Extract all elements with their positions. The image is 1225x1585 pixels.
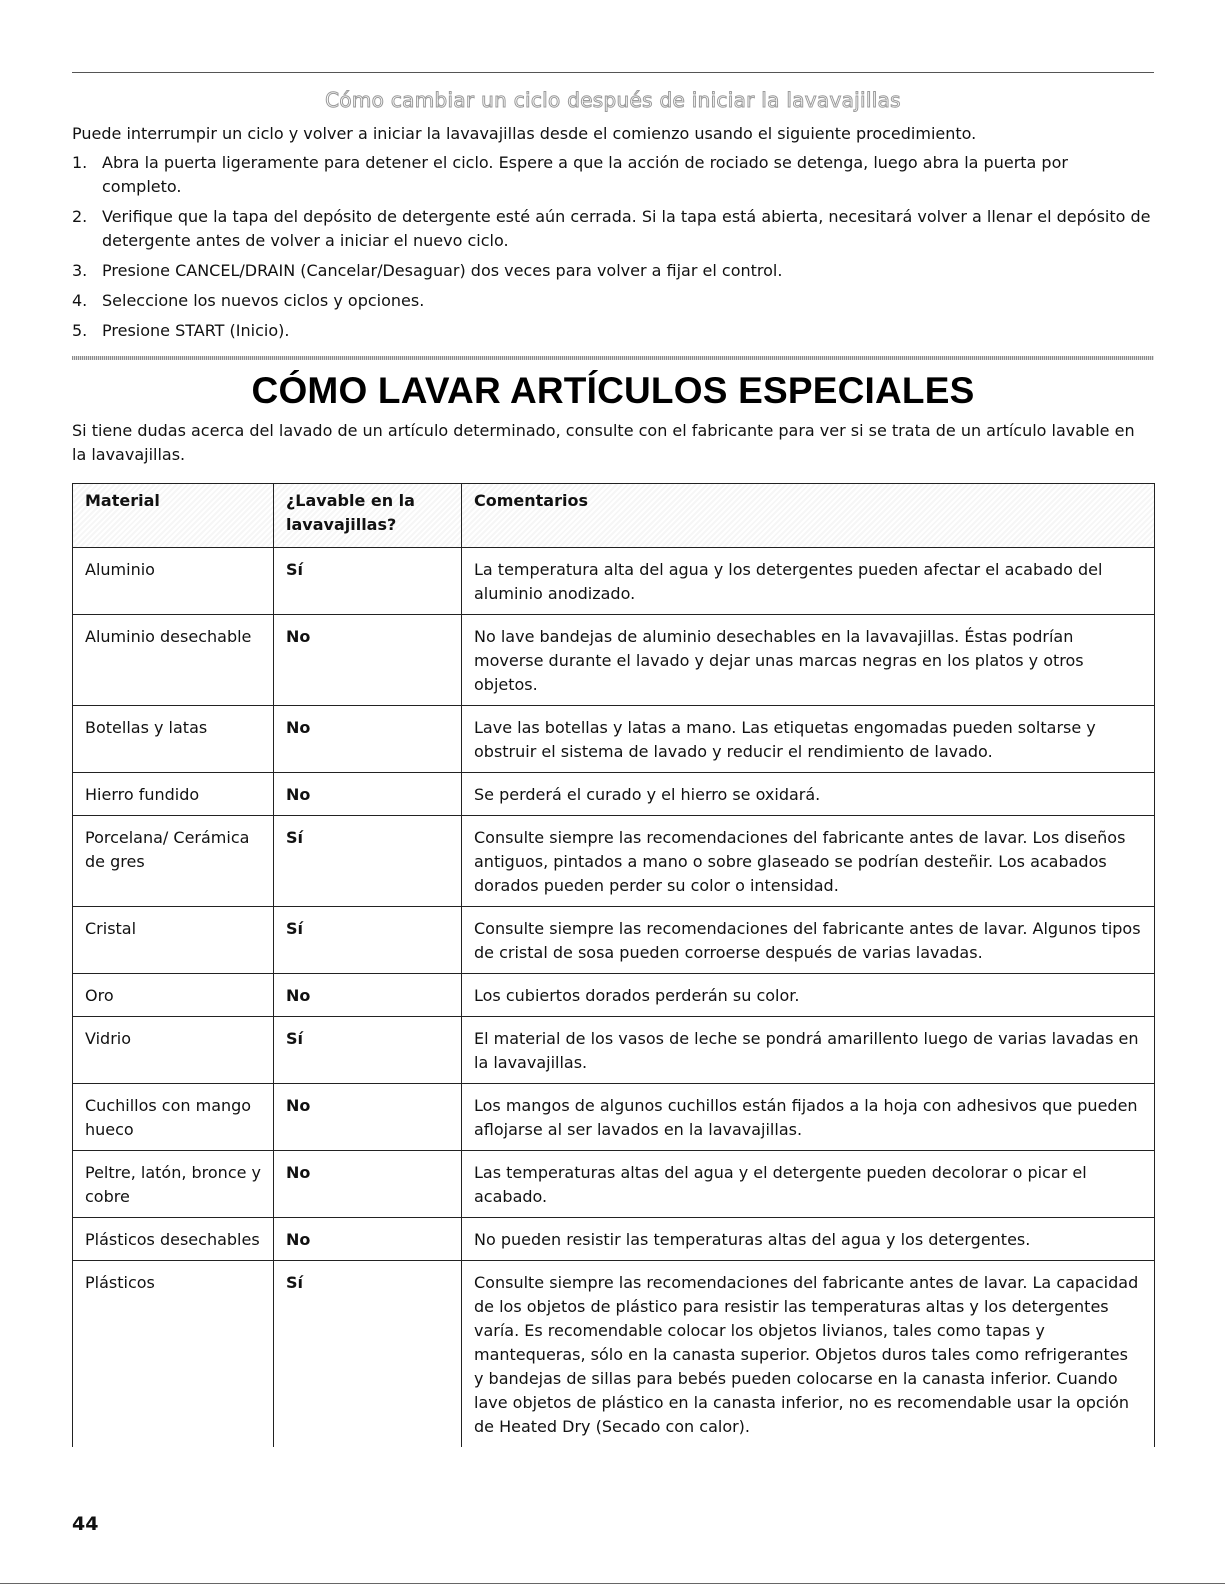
page-number: 44 [72,1513,99,1535]
washable-cell: No [274,615,462,706]
page-title: CÓMO LAVAR ARTÍCULOS ESPECIALES [251,370,975,411]
washable-cell: No [274,1151,462,1218]
step-item [72,289,1152,313]
comment-cell: Consulte siempre las recomendaciones del fabricante antes de lavar. La capacidad de los objetos de plástico para resistir las temperaturas altas y los detergentes varía. Es recomendable colocar los objetos livianos, tales como tapas y mantequeras, sólo en la canasta superior. Objetos duros tales como refrigerantes y bandejas de sillas para bebés pueden colocarse en la canasta inferior. Cuando lave objetos de plástico en la canasta inferior, no es recomendable usar la opción de Heated Dry (Secado con calor). [462,1261,1155,1448]
table-header-row [73,484,1155,548]
table-row [73,773,1155,816]
material-cell: Porcelana/ Cerámica de gres [73,816,274,907]
step-item [72,151,1152,199]
material-cell: Aluminio desechable [73,615,274,706]
main-intro: Si tiene dudas acerca del lavado de un artículo determinado, consulte con el fabricante para ver si se trata de un artículo lavable en la lavavajillas. [72,421,1135,464]
procedure-steps [72,151,1152,349]
step-number: 1. [72,153,88,172]
step-number: 3. [72,261,88,280]
washable-cell: Sí [274,548,462,615]
table-row [73,548,1155,615]
table-row [73,816,1155,907]
comment-cell: Las temperaturas altas del agua y el detergente pueden decolorar o picar el acabado. [462,1151,1155,1218]
washable-cell: Sí [274,816,462,907]
comment-cell: El material de los vasos de leche se pondrá amarillento luego de varias lavadas en la lavavajillas. [462,1017,1155,1084]
material-cell: Plásticos [73,1261,274,1448]
material-cell: Botellas y latas [73,706,274,773]
washable-cell: Sí [274,1017,462,1084]
section-intro: Puede interrumpir un ciclo y volver a iniciar la lavavajillas desde el comienzo usando el siguiente procedimiento. [72,124,977,143]
step-item [72,319,1152,343]
step-text: Abra la puerta ligeramente para detener el ciclo. Espere a que la acción de rociado se detenga, luego abra la puerta por completo. [102,153,1068,196]
comment-cell: Se perderá el curado y el hierro se oxidará. [462,773,1155,816]
washable-cell: Sí [274,1261,462,1448]
material-cell: Cuchillos con mango hueco [73,1084,274,1151]
table-row [73,1017,1155,1084]
comment-cell: No lave bandejas de aluminio desechables en la lavavajillas. Éstas podrían moverse durante el lavado y dejar unas marcas negras en los platos y otros objetos. [462,615,1155,706]
washable-cell: No [274,1084,462,1151]
washable-cell: No [274,706,462,773]
step-number: 2. [72,207,88,226]
step-text: Presione START (Inicio). [102,321,290,340]
table-row [73,907,1155,974]
material-cell: Hierro fundido [73,773,274,816]
header-washable: ¿Lavable en la lavavajillas? [274,484,462,548]
washable-cell: No [274,974,462,1017]
material-cell: Vidrio [73,1017,274,1084]
material-cell: Oro [73,974,274,1017]
washable-cell: No [274,1218,462,1261]
comment-cell: Consulte siempre las recomendaciones del fabricante antes de lavar. Algunos tipos de cristal de sosa pueden corroerse después de varias lavadas. [462,907,1155,974]
step-item [72,259,1152,283]
step-text: Seleccione los nuevos ciclos y opciones. [102,291,425,310]
material-cell: Peltre, latón, bronce y cobre [73,1151,274,1218]
table-row [73,706,1155,773]
header-material: Material [73,484,274,548]
table-row [73,1218,1155,1261]
table-row [73,615,1155,706]
material-cell: Plásticos desechables [73,1218,274,1261]
special-items-table [72,483,1155,1447]
table-row [73,1084,1155,1151]
comment-cell: Consulte siempre las recomendaciones del fabricante antes de lavar. Los diseños antiguos, pintados a mano o sobre glaseado se podrían desteñir. Los acabados dorados pueden perder su color o intensidad. [462,816,1155,907]
step-item [72,205,1152,253]
header-comments: Comentarios [462,484,1155,548]
table-row [73,974,1155,1017]
washable-cell: No [274,773,462,816]
comment-cell: Los mangos de algunos cuchillos están fijados a la hoja con adhesivos que pueden aflojarse al ser lavados en la lavavajillas. [462,1084,1155,1151]
washable-cell: Sí [274,907,462,974]
comment-cell: La temperatura alta del agua y los detergentes pueden afectar el acabado del aluminio anodizado. [462,548,1155,615]
comment-cell: Lave las botellas y latas a mano. Las etiquetas engomadas pueden soltarse y obstruir el sistema de lavado y reducir el rendimiento de lavado. [462,706,1155,773]
section-heading: Cómo cambiar un ciclo después de iniciar la lavavajillas [325,88,901,112]
dotted-divider [72,356,1154,360]
top-divider [72,72,1154,73]
comment-cell: Los cubiertos dorados perderán su color. [462,974,1155,1017]
step-text: Presione CANCEL/DRAIN (Cancelar/Desaguar) dos veces para volver a fijar el control. [102,261,783,280]
bottom-divider [0,1583,1225,1584]
table-row [73,1151,1155,1218]
step-number: 5. [72,321,88,340]
material-cell: Aluminio [73,548,274,615]
step-text: Verifique que la tapa del depósito de detergente esté aún cerrada. Si la tapa está abierta, necesitará volver a llenar el depósito de detergente antes de volver a iniciar el nuevo ciclo. [102,207,1151,250]
material-cell: Cristal [73,907,274,974]
step-number: 4. [72,291,88,310]
comment-cell: No pueden resistir las temperaturas altas del agua y los detergentes. [462,1218,1155,1261]
table-row [73,1261,1155,1448]
